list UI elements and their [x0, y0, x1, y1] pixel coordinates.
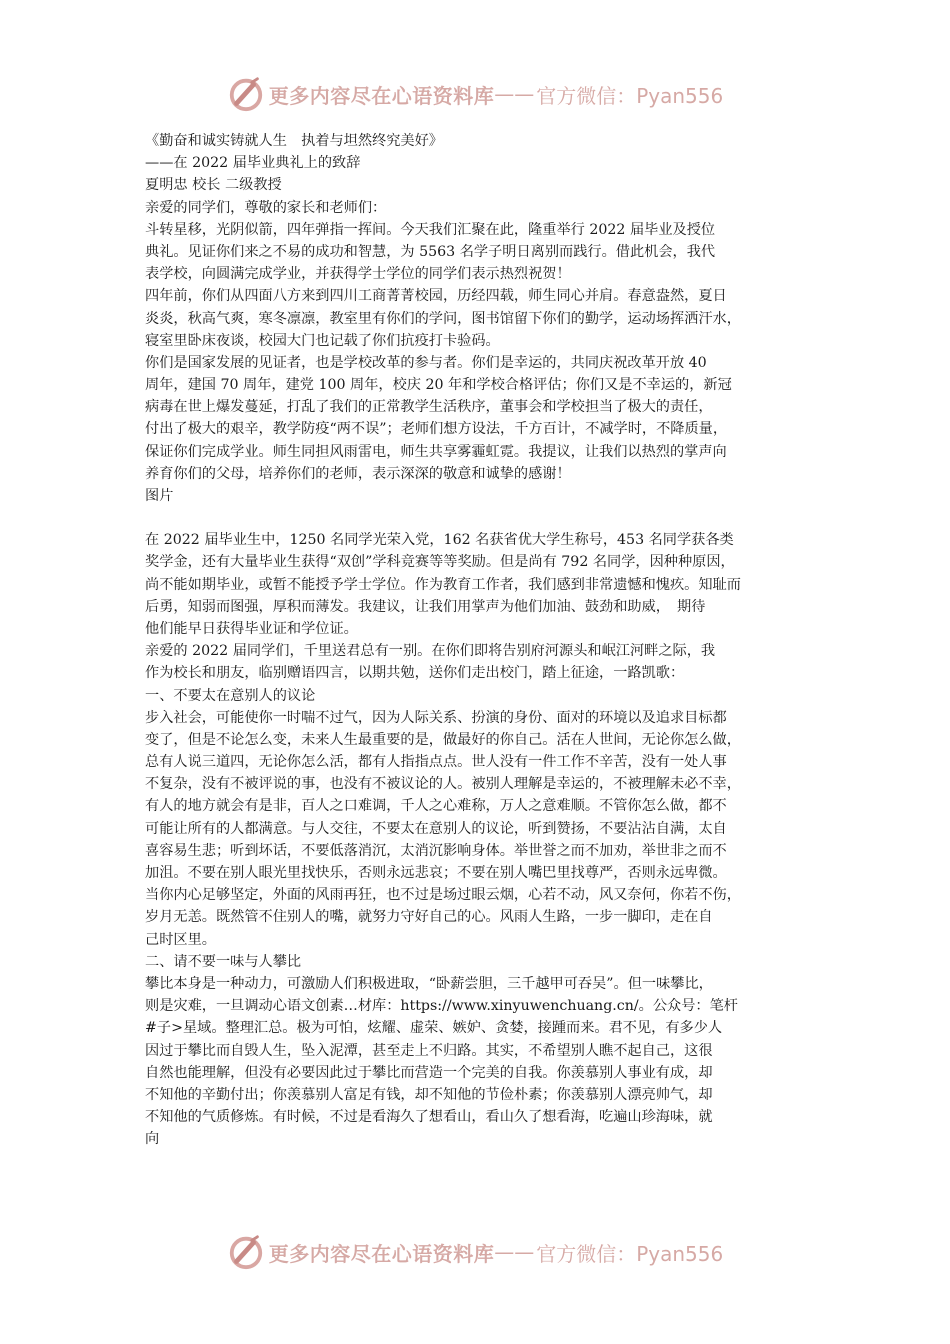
article-body [145, 130, 825, 1150]
watermark-banner-top [0, 74, 950, 114]
text-line: 你们是国家发展的见证者，也是学校改革的参与者。你们是幸运的，共同庆祝改革开放 40 [145, 354, 707, 371]
text-line: 病毒在世上爆发蔓延，打乱了我们的正常教学生活秩序，董事会和学校担当了极大的责任， [145, 399, 713, 416]
text-line: 亲爱的 2022 届同学们，千里送君总有一别。在你们即将告别府河源头和岷江河畔之际，我 [145, 643, 716, 660]
text-line: 周年，建国 70 周年，建党 100 周年，校庆 20 年和学校合格评估；你们又是不幸运的，新冠 [145, 377, 732, 394]
text-line: 喜容易生悲；听到坏话，不要低落消沉，太消沉影响身体。举世誉之而不加劝，举世非之而不 [145, 842, 727, 859]
text-line: 不知他的辛勤付出；你羡慕别人富足有钱，却不知他的节俭朴素；你羡慕别人漂亮帅气，却 [145, 1086, 713, 1103]
text-line: 亲爱的同学们，尊敬的家长和老师们： [145, 199, 387, 216]
text-line: ——在 2022 届毕业典礼上的致辞 [145, 155, 361, 172]
text-line: 典礼。见证你们来之不易的成功和智慧，为 5563 名学子明日离别而践行。借此机会，我代 [145, 243, 716, 260]
watermark-text: 更多内容尽在心语资料库 [268, 1241, 495, 1266]
text-line: 有人的地方就会有是非，百人之口难调，千人之心难称，万人之意难顺。不管你怎么做，都不 [145, 798, 727, 815]
text-line: #子>星域。整理汇总。极为可怕，炫耀、虚荣、嫉妒、贪婪，接踵而来。君不见，有多少人 [145, 1020, 723, 1037]
text-line: 表学校，向圆满完成学业，并获得学士学位的同学们表示热烈祝贺！ [145, 266, 571, 283]
text-line: 作为校长和朋友，临别赠语四言，以期共勉，送你们走出校门，踏上征途，一路凯歌： [145, 665, 685, 682]
text-line: 夏明忠 校长 二级教授 [145, 177, 282, 194]
text-line: 加沮。不要在别人眼光里找快乐，否则永远悲哀；不要在别人嘴巴里找尊严，否则永远卑微。 [145, 865, 727, 881]
text-line: 《勤奋和诚实铸就人生 执着与坦然终究美好》 [145, 133, 443, 149]
text-line: 总有人说三道四，无论你怎么活，都有人指指点点。世人没有一件工作不辛苦，没有一处人事 [145, 754, 727, 771]
text-line: 寝室里卧床夜谈，校园大门也记载了你们抗疫打卡验码。 [145, 332, 500, 349]
text-line: 图片 [145, 488, 174, 504]
text-line: 在 2022 届毕业生中，1250 名同学光荣入党，162 名获省优大学生称号，453 名同学获各类 [145, 532, 734, 549]
article-section-before-image [145, 130, 825, 507]
text-line: 斗转星移，光阴似箭，四年弹指一挥间。今天我们汇聚在此，隆重举行 2022 届毕业及授位 [145, 221, 716, 238]
text-line: 付出了极大的艰辛，教学防疫“两不误”；老师们想方设法，千方百计，不减学时，不降质量， [145, 421, 728, 438]
text-line: 不复杂，没有不被评说的事，也没有不被议论的人。被别人理解是幸运的，不被理解未必不幸， [145, 776, 741, 793]
text-line: 养育你们的父母，培养你们的老师，表示深深的敬意和诚挚的感谢！ [145, 465, 571, 482]
text-line: 奖学金，还有大量毕业生获得“双创”学科竞赛等等奖励。但是尚有 792 名同学，因种种原因， [145, 554, 735, 571]
text-line: 变了，但是不论怎么变，未来人生最重要的是，做最好的你自己。活在人世间，无论你怎么做， [145, 731, 741, 748]
article-section-after-image [145, 529, 825, 1150]
text-line: 炎炎，秋高气爽，寒冬凛凛，教室里有你们的学问，图书馆留下你们的勤学，运动场挥洒汗水， [145, 310, 741, 327]
text-line: 攀比本身是一种动力，可激励人们积极进取，“卧薪尝胆，三千越甲可吞吴”。但一味攀比， [145, 975, 713, 992]
brush-logo-icon [227, 1233, 265, 1271]
text-line: 保证你们完成学业。师生同担风雨雷电，师生共享雾霾虹霓。我提议，让我们以热烈的掌声向 [145, 443, 727, 460]
text-line: 步入社会，可能使你一时喘不过气，因为人际关系、扮演的身份、面对的环境以及追求目标都 [145, 709, 727, 726]
text-line: 自然也能理解，但没有必要因此过于攀比而营造一个完美的自我。你羡慕别人事业有成，却 [145, 1064, 713, 1081]
text-line: 尚不能如期毕业，或暂不能授予学士学位。作为教育工作者，我们感到非常遗憾和愧疚。知耻而 [145, 576, 741, 593]
text-line: 四年前，你们从四面八方来到四川工商菁菁校园，历经四载，师生同心并肩。春意盎然，夏日 [145, 288, 727, 305]
text-line: 因过于攀比而自毁人生，坠入泥潭，甚至走上不归路。其实，不希望别人瞧不起自己，这很 [145, 1042, 713, 1059]
watermark-wechat: 官方微信：Pyan556 [536, 83, 724, 108]
text-line: 向 [145, 1131, 160, 1148]
text-line: 可能让所有的人都满意。与人交往，不要太在意别人的议论，听到赞扬，不要沾沾自满，太自 [145, 820, 727, 837]
text-line: 己时区里。 [145, 931, 216, 948]
watermark-text: 更多内容尽在心语资料库 [268, 83, 495, 108]
text-line: 后勇，知弱而图强，厚积而薄发。我建议，让我们用掌声为他们加油、鼓劲和助威， 期待 [145, 598, 706, 615]
watermark-separator: —— [494, 1240, 535, 1264]
text-line: 他们能早日获得毕业证和学位证。 [145, 620, 358, 637]
text-line: 二、请不要一味与人攀比 [145, 953, 302, 970]
text-line: 则是灾难，一旦调动心语文创素…材库：https://www.xinyuwenchuang.cn/。公众号：笔杆 [145, 998, 738, 1015]
text-line: 不知他的气质修炼。有时候，不过是看海久了想看山，看山久了想看海，吃遍山珍海味，就 [145, 1109, 713, 1126]
watermark-banner-bottom [0, 1232, 950, 1272]
text-line: 一、不要太在意别人的议论 [145, 687, 316, 704]
brush-logo-icon [227, 75, 265, 113]
image-placeholder-gap [145, 507, 825, 529]
text-line: 岁月无恙。既然管不住别人的嘴，就努力守好自己的心。风雨人生路，一步一脚印，走在自 [145, 909, 713, 926]
watermark-separator: —— [494, 82, 535, 106]
text-line: 当你内心足够坚定，外面的风雨再狂，也不过是场过眼云烟，心若不动，风又奈何，你若不伤， [145, 887, 741, 904]
watermark-wechat: 官方微信：Pyan556 [536, 1241, 724, 1266]
